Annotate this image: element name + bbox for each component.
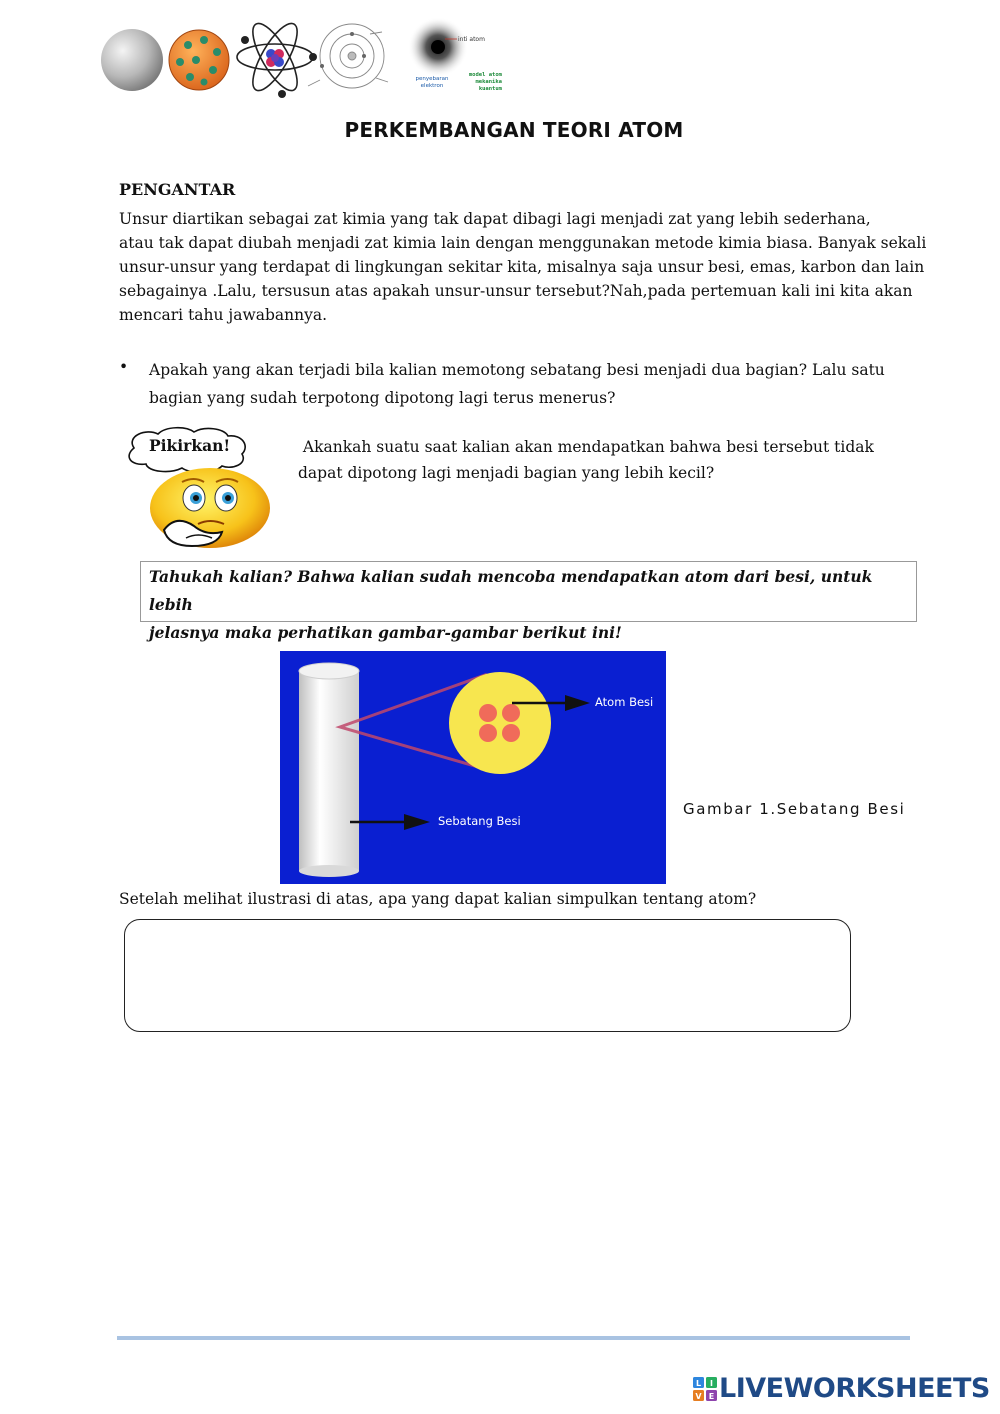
- info-line: jelasnya maka perhatikan gambar-gambar berikut ini!: [149, 623, 622, 642]
- intro-line: unsur-unsur yang terdapat di lingkungan sekitar kita, misalnya saja unsur besi, emas, karbon dan lain: [119, 258, 925, 276]
- live-letter: E: [708, 1391, 715, 1401]
- live-letter: V: [695, 1391, 702, 1401]
- liveworksheets-logo: [693, 1373, 990, 1404]
- quantum-core-label: inti atom: [458, 36, 485, 43]
- quantum-cloud-icon: [408, 17, 502, 98]
- intro-line: Unsur diartikan sebagai zat kimia yang tak dapat dibagi lagi menjadi zat yang lebih sederhana,: [119, 210, 871, 228]
- intro-heading: PENGANTAR: [119, 180, 236, 199]
- iron-rod-icon: [299, 663, 359, 877]
- rutherford-atom-icon: [237, 18, 317, 98]
- iron-rod-figure: [280, 651, 666, 888]
- intro-paragraph: [119, 207, 929, 327]
- live-blocks-icon: [693, 1377, 717, 1401]
- info-line: Tahukah kalian? Bahwa kalian sudah mencoba mendapatkan atom dari besi, untuk lebih: [149, 567, 873, 614]
- quantum-model-label: model atom mekanika kuantum: [468, 72, 502, 92]
- quantum-spread-label: penyebaran elektron: [415, 76, 449, 89]
- think-question: [298, 434, 908, 486]
- think-line: dapat dipotong lagi menjadi bagian yang lebih kecil?: [298, 464, 715, 482]
- live-letter: I: [710, 1378, 713, 1388]
- page-title: PERKEMBANGAN TEORI ATOM: [344, 118, 684, 142]
- thomson-plum-pudding-icon: [169, 30, 229, 90]
- conclusion-question: Setelah melihat ilustrasi di atas, apa yang dapat kalian simpulkan tentang atom?: [119, 890, 757, 908]
- did-you-know-box: [140, 561, 917, 642]
- bullet-line: bagian yang sudah terpotong dipotong lagi terus menerus?: [149, 389, 616, 407]
- intro-line: mencari tahu jawabannya.: [119, 306, 328, 324]
- footer-divider: [117, 1336, 910, 1340]
- iron-rod-diagram: [280, 651, 666, 884]
- atom-models-strip: [100, 10, 510, 105]
- figure-caption: Gambar 1.Sebatang Besi: [683, 800, 906, 818]
- bullet-line: Apakah yang akan terjadi bila kalian memotong sebatang besi menjadi dua bagian? Lalu satu: [149, 361, 885, 379]
- liveworksheets-wordmark: LIVEWORKSHEETS: [719, 1373, 990, 1404]
- live-letter: L: [695, 1378, 702, 1388]
- bullet-question: [149, 356, 919, 412]
- dalton-sphere-icon: [101, 29, 163, 91]
- atom-magnified-icon: [449, 672, 551, 774]
- bullet-mark: •: [119, 358, 129, 376]
- think-bubble-label: Pikirkan!: [149, 436, 231, 455]
- bohr-atom-icon: [308, 24, 388, 88]
- answer-textbox[interactable]: [124, 919, 851, 1032]
- atom-besi-label: Atom Besi: [595, 695, 654, 709]
- sebatang-besi-label: Sebatang Besi: [438, 814, 521, 828]
- intro-line: sebagainya .Lalu, tersusun atas apakah unsur-unsur tersebut?Nah,pada pertemuan kali ini kita akan: [119, 282, 913, 300]
- atom-models-banner: [100, 10, 510, 105]
- think-line: Akankah suatu saat kalian akan mendapatkan bahwa besi tersebut tidak: [298, 438, 874, 456]
- intro-line: atau tak dapat diubah menjadi zat kimia lain dengan menggunakan metode kimia biasa. Banyak sekali: [119, 234, 927, 252]
